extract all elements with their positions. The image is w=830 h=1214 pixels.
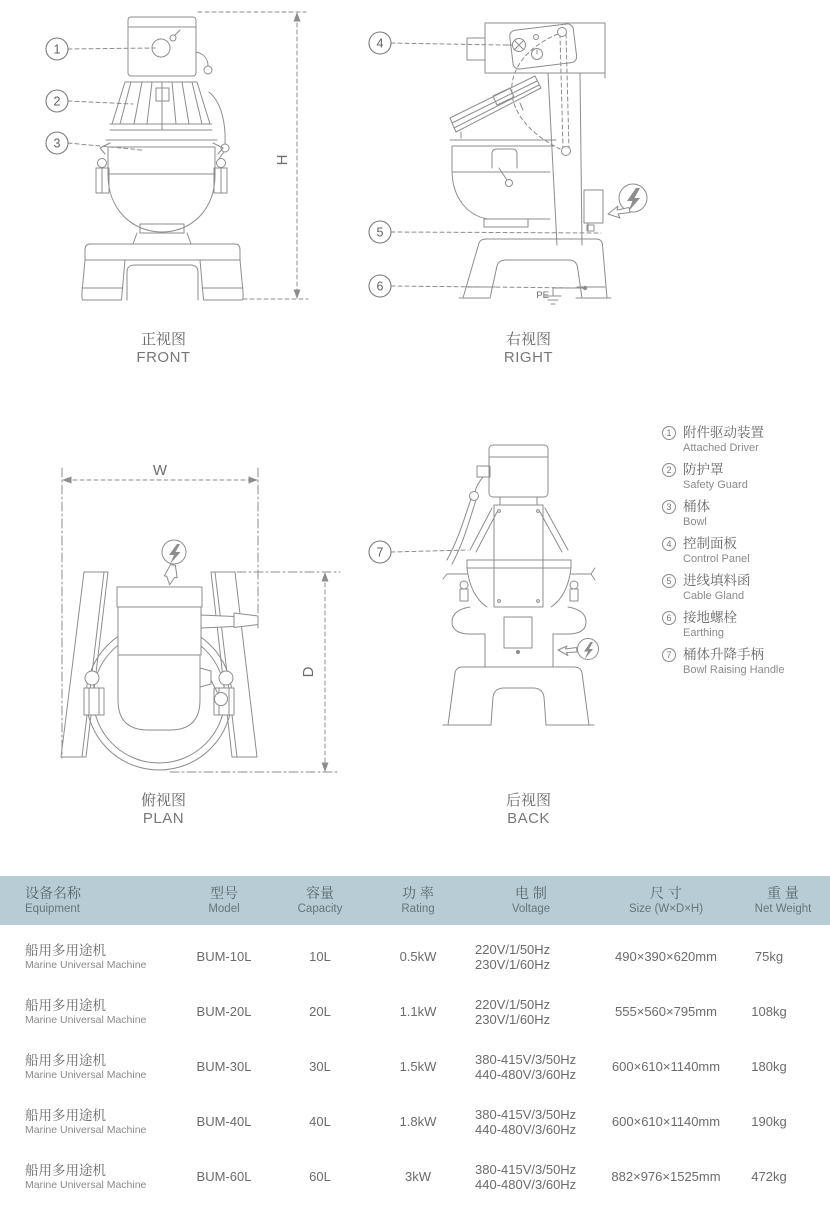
table-header-voltage: 电 制 Voltage bbox=[511, 885, 551, 915]
callout-6 bbox=[369, 275, 583, 297]
rating-cell: 3kW bbox=[405, 1169, 431, 1184]
legend-item-attached-driver bbox=[662, 424, 828, 455]
model-cell: BUM-30L bbox=[196, 1059, 252, 1074]
spec-table bbox=[0, 876, 830, 1204]
model-cell: BUM-20L bbox=[196, 1004, 252, 1019]
front-caption-zh: 正视图 bbox=[140, 331, 186, 348]
equipment-cell: 船用多用途机 Marine Universal Machine bbox=[25, 1162, 147, 1191]
svg-text:3: 3 bbox=[53, 136, 61, 151]
callout-3 bbox=[46, 132, 142, 154]
callout-4 bbox=[369, 32, 503, 54]
back-caption-en: BACK bbox=[507, 810, 550, 827]
table-row-bum-40l bbox=[0, 1094, 830, 1149]
legend-item-control-panel bbox=[662, 535, 828, 566]
rating-cell: 1.8kW bbox=[399, 1114, 437, 1129]
lightning-bolt-icon bbox=[162, 540, 186, 586]
voltage-cell: 380-415V/3/50Hz 440-480V/3/60Hz bbox=[475, 1051, 577, 1082]
table-body bbox=[0, 929, 830, 1204]
legend-label-en: Bowl Raising Handle bbox=[683, 664, 785, 676]
lightning-bolt-icon bbox=[608, 184, 647, 218]
svg-text:4: 4 bbox=[376, 36, 384, 51]
size-cell: 882×976×1525mm bbox=[611, 1169, 721, 1184]
table-row-bum-20l bbox=[0, 984, 830, 1039]
legend-item-cable-gland bbox=[662, 572, 828, 603]
legend-number-icon: 2 bbox=[662, 463, 676, 477]
equipment-cell: 船用多用途机 Marine Universal Machine bbox=[25, 1052, 147, 1081]
legend-label-zh: 控制面板 bbox=[683, 536, 737, 551]
callout-2 bbox=[46, 90, 133, 112]
svg-text:1: 1 bbox=[53, 42, 61, 57]
weight-cell: 190kg bbox=[751, 1114, 787, 1129]
capacity-cell: 10L bbox=[309, 949, 331, 964]
voltage-cell: 220V/1/50Hz 230V/1/60Hz bbox=[475, 996, 551, 1027]
back-view-drawing bbox=[355, 432, 665, 788]
front-view-caption bbox=[91, 331, 236, 367]
equipment-cell: 船用多用途机 Marine Universal Machine bbox=[25, 942, 147, 971]
right-view-drawing bbox=[355, 5, 655, 317]
weight-cell: 108kg bbox=[751, 1004, 787, 1019]
legend-label-en: Earthing bbox=[683, 627, 724, 639]
dimension-label-w: W bbox=[152, 462, 168, 479]
legend-item-safety-guard bbox=[662, 461, 828, 492]
table-row-bum-60l bbox=[0, 1149, 830, 1204]
equipment-cell: 船用多用途机 Marine Universal Machine bbox=[25, 1107, 147, 1136]
svg-text:6: 6 bbox=[376, 279, 384, 294]
size-cell: 600×610×1140mm bbox=[611, 1114, 721, 1129]
legend-label-en: Cable Gland bbox=[683, 590, 745, 602]
legend-label-zh: 防护罩 bbox=[683, 462, 724, 477]
right-view-caption bbox=[456, 331, 601, 367]
voltage-cell: 220V/1/50Hz 230V/1/60Hz bbox=[475, 941, 551, 972]
legend-label-zh: 接地螺栓 bbox=[683, 610, 737, 625]
capacity-cell: 60L bbox=[309, 1169, 331, 1184]
pe-label: PE bbox=[536, 290, 549, 301]
right-caption-en: RIGHT bbox=[503, 349, 554, 366]
right-caption-zh: 右视图 bbox=[505, 331, 551, 348]
front-caption-en: FRONT bbox=[136, 349, 191, 366]
legend-item-earthing bbox=[662, 609, 828, 640]
table-row-bum-30l bbox=[0, 1039, 830, 1094]
legend-label-zh: 进线填料函 bbox=[683, 573, 751, 588]
weight-cell: 472kg bbox=[751, 1169, 787, 1184]
rating-cell: 1.1kW bbox=[399, 1004, 437, 1019]
rating-cell: 0.5kW bbox=[399, 949, 437, 964]
table-header-net-weight: 重 量 Net Weight bbox=[754, 885, 812, 915]
legend-number-icon: 5 bbox=[662, 574, 676, 588]
weight-cell: 75kg bbox=[754, 949, 784, 964]
legend-number-icon: 6 bbox=[662, 611, 676, 625]
capacity-cell: 40L bbox=[309, 1114, 331, 1129]
table-header bbox=[0, 876, 830, 925]
plan-caption-zh: 俯视图 bbox=[140, 792, 186, 809]
svg-text:7: 7 bbox=[376, 545, 384, 560]
voltage-cell: 380-415V/3/50Hz 440-480V/3/60Hz bbox=[475, 1161, 577, 1192]
size-cell: 490×390×620mm bbox=[615, 949, 717, 964]
weight-cell: 180kg bbox=[751, 1059, 787, 1074]
legend-item-bowl bbox=[662, 498, 828, 529]
front-view-drawing bbox=[30, 5, 342, 317]
svg-text:5: 5 bbox=[376, 225, 384, 240]
capacity-cell: 30L bbox=[309, 1059, 331, 1074]
equipment-cell: 船用多用途机 Marine Universal Machine bbox=[25, 997, 147, 1026]
callout-1 bbox=[46, 38, 155, 60]
capacity-cell: 20L bbox=[309, 1004, 331, 1019]
legend-label-en: Control Panel bbox=[683, 553, 750, 565]
legend-label-zh: 附件驱动装置 bbox=[683, 425, 764, 440]
dimension-label-h: H bbox=[274, 154, 291, 166]
table-row-bum-10l bbox=[0, 929, 830, 984]
lightning-bolt-icon bbox=[558, 639, 599, 660]
rating-cell: 1.5kW bbox=[399, 1059, 437, 1074]
callout-5 bbox=[369, 221, 601, 243]
legend-label-zh: 桶体升降手柄 bbox=[683, 647, 764, 662]
back-caption-zh: 后视图 bbox=[505, 792, 551, 809]
legend-number-icon: 3 bbox=[662, 500, 676, 514]
plan-caption-en: PLAN bbox=[142, 810, 185, 827]
legend-label-en: Safety Guard bbox=[683, 479, 748, 491]
table-header-model: 型号 Model bbox=[208, 885, 240, 915]
legend-number-icon: 1 bbox=[662, 426, 676, 440]
size-cell: 600×610×1140mm bbox=[611, 1059, 721, 1074]
table-header-size: 尺 寸 Size (W×D×H) bbox=[628, 885, 704, 915]
parts-legend bbox=[662, 424, 828, 683]
legend-label-en: Attached Driver bbox=[683, 442, 759, 454]
voltage-cell: 380-415V/3/50Hz 440-480V/3/60Hz bbox=[475, 1106, 577, 1137]
svg-text:2: 2 bbox=[53, 94, 61, 109]
legend-label-en: Bowl bbox=[683, 516, 707, 528]
legend-label-zh: 桶体 bbox=[683, 499, 710, 514]
dimension-label-d: D bbox=[300, 666, 317, 678]
table-header-rating: 功 率 Rating bbox=[401, 885, 435, 915]
table-header-equipment: 设备名称 Equipment bbox=[25, 885, 81, 915]
plan-view-drawing bbox=[40, 450, 348, 785]
callout-7 bbox=[369, 541, 468, 563]
plan-view-caption bbox=[91, 792, 236, 828]
model-cell: BUM-40L bbox=[196, 1114, 252, 1129]
model-cell: BUM-10L bbox=[196, 949, 252, 964]
legend-number-icon: 4 bbox=[662, 537, 676, 551]
back-view-caption bbox=[456, 792, 601, 828]
legend-item-bowl-raising-handle bbox=[662, 646, 828, 677]
table-header-capacity: 容量 Capacity bbox=[297, 885, 343, 915]
size-cell: 555×560×795mm bbox=[615, 1004, 717, 1019]
model-cell: BUM-60L bbox=[196, 1169, 252, 1184]
legend-number-icon: 7 bbox=[662, 648, 676, 662]
